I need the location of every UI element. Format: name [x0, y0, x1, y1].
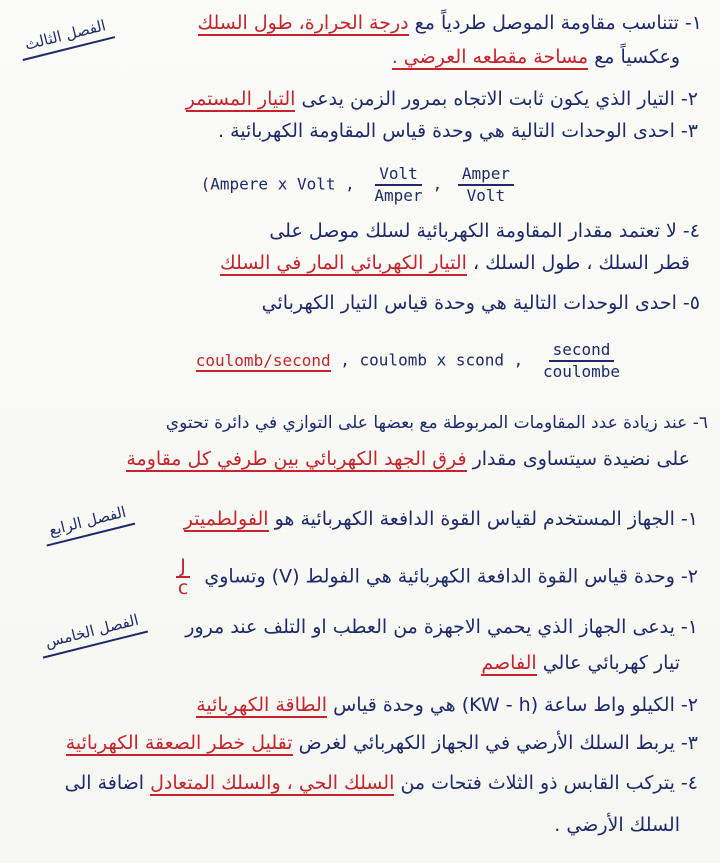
ch3-q3-options-row: (Ampere x Volt , $\frac{\text{Volt}}{\text{Amper}}$ , $\frac{\text{Amper}}{\text{Volt}}$: [201, 164, 520, 206]
ch3-q3-option-3: [458, 164, 514, 206]
ch5-q2-answer: الطاقة الكهربائية: [196, 694, 328, 716]
ch3-q3-text: ٣- احدى الوحدات التالية هي وحدة قياس المقاومة الكهربائية .: [218, 120, 698, 142]
ch3-q1-answer-a: درجة الحرارة، طول السلك: [197, 12, 409, 34]
ch3-q5-text: ٥- احدى الوحدات التالية هي وحدة قياس التيار الكهربائي: [261, 292, 700, 314]
ch3-q1-text: ١- تتناسب مقاومة الموصل طردياً مع: [414, 12, 702, 34]
ch3-q1-line1: [150, 10, 702, 36]
ch5-q4-line1: [10, 770, 698, 796]
ch5-q4-text-c: السلك الأرضي .: [554, 814, 680, 836]
ch5-q4-answer: السلك الحي ، والسلك المتعادل: [150, 772, 395, 794]
ch3-q2-text: ٢- التيار الذي يكون ثابت الاتجاه بمرور الزمن يدعى: [301, 88, 698, 110]
ch5-q1-line1: [185, 614, 698, 640]
ch4-q1-answer: الفولطميتر: [183, 508, 269, 530]
ch3-q4-line2: [100, 250, 690, 276]
ch5-q2: [40, 692, 698, 718]
fraction-denominator: c: [177, 577, 189, 599]
ch3-q1-text-b: وعكسياً مع: [594, 46, 680, 68]
section-tag-label: الفصل الرابع: [46, 502, 128, 540]
ch3-q5-options: [90, 340, 630, 382]
section-tag-chapter5: [43, 611, 140, 652]
fraction-denominator: Amper: [374, 186, 423, 205]
ch3-q6-line2: [80, 446, 690, 472]
ch5-q4-text: ٤- يتركب القابس ذو الثلاث فتحات من: [400, 772, 698, 794]
ch3-q5: [150, 290, 700, 316]
ch3-q3-option-1: (Ampere x Volt ,: [200, 174, 355, 194]
fraction-numerator: second: [549, 340, 615, 362]
ch5-q1-line2: [150, 650, 680, 676]
ch3-q5-option-3: [539, 340, 624, 382]
fraction-denominator: Volt: [466, 186, 506, 205]
section-tag-chapter3: [23, 16, 108, 53]
ch3-q4-text-b: قطر السلك ، طول السلك ،: [473, 252, 690, 274]
ch3-q5-answer: coulomb/second: [195, 350, 331, 370]
ch3-q2: [90, 86, 698, 112]
ch3-q6-text: ٦- عند زيادة عدد المقاومات المربوطة مع بعضها على التوازي في دائرة تحتوي: [165, 413, 708, 433]
ch3-q3-option-2: [370, 164, 426, 206]
fraction-denominator: coulombe: [542, 362, 620, 381]
ch5-q3: [20, 730, 698, 756]
ch3-q6-answer: فرق الجهد الكهربائي بين طرفي كل مقاومة: [126, 448, 467, 470]
ch4-q2-text: ٢- وحدة قياس القوة الدافعة الكهربائية هي الفولط (V) وتساوي: [204, 565, 698, 588]
ch5-q1-answer: الفاصم: [481, 652, 537, 674]
ch4-q1-text: ١- الجهاز المستخدم لقياس القوة الدافعة الكهربائية هو: [274, 508, 698, 530]
ch5-q2-text: ٢- الكيلو واط ساعة (KW - h) هي وحدة قياس: [333, 694, 698, 716]
ch3-q4-answer: التيار الكهربائي المار في السلك: [220, 252, 467, 274]
ch5-q3-answer: تقليل خطر الصعقة الكهربائية: [65, 732, 293, 754]
section-tag-label: الفصل الخامس: [43, 610, 141, 652]
ch5-q4-line2: [300, 812, 680, 838]
ch3-q1-answer-b: مساحة مقطعه العرضي .: [391, 46, 589, 68]
ch3-q4-text: ٤- لا تعتمد مقدار المقاومة الكهربائية لسلك موصل على: [269, 220, 700, 242]
ch3-q5-option-2: , coulomb x scond ,: [340, 350, 524, 370]
ch3-q6-text-b: على نضيدة سيتساوى مقدار: [472, 448, 690, 470]
ch5-q4-text-b: اضافة الى: [64, 772, 145, 794]
ch4-q2: [90, 556, 698, 598]
ch4-q2-answer: [174, 556, 192, 598]
fraction-numerator: Amper: [458, 164, 514, 186]
ch5-q1-text: ١- يدعى الجهاز الذي يحمي الاجهزة من العطب او التلف عند مرور: [185, 616, 698, 638]
ch3-q3-options: [130, 164, 520, 206]
ch3-q2-answer: التيار المستمر: [185, 88, 296, 110]
fraction-numerator: J: [176, 556, 190, 578]
ch3-q4-line1: [200, 218, 700, 244]
ch5-q3-text: ٣- يربط السلك الأرضي في الجهاز الكهربائي لغرض: [298, 732, 698, 754]
ch3-q6-line1: [10, 410, 708, 436]
section-tag-label: الفصل الثالث: [23, 16, 108, 54]
ch5-q1-text-b: تيار كهربائي عالي: [542, 652, 680, 674]
ch3-q5-options-row: [196, 340, 630, 382]
ch4-q1: [180, 506, 698, 532]
section-tag-chapter4: [47, 503, 128, 540]
ch3-q1-line2: [150, 44, 680, 70]
ch3-q3: [60, 118, 698, 144]
fraction-numerator: Volt: [375, 164, 422, 186]
